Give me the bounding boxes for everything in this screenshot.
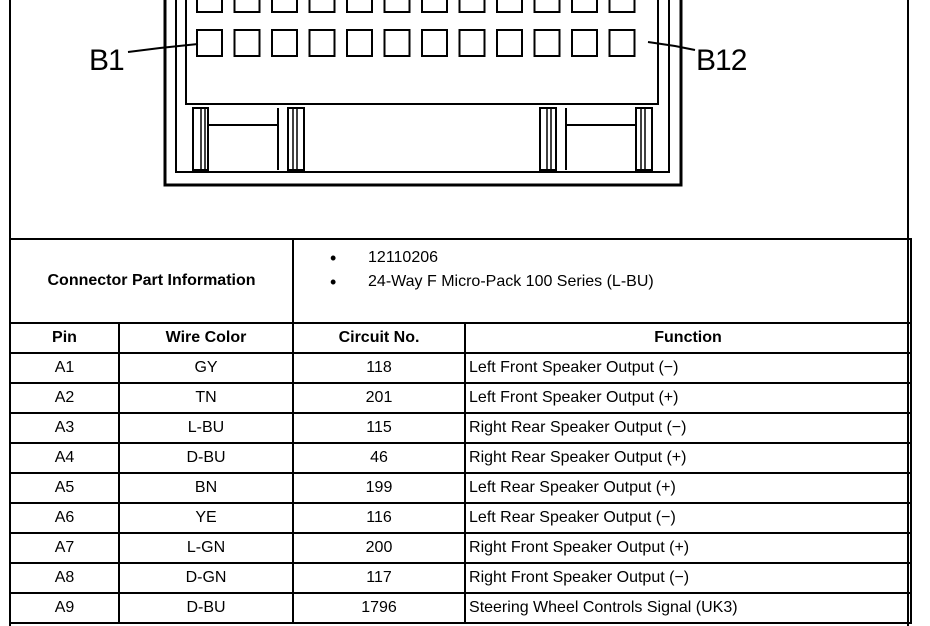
connector-description: • 24-Way F Micro-Pack 100 Series (L-BU) <box>350 270 910 294</box>
header-wire-color: Wire Color <box>119 323 293 353</box>
header-pin: Pin <box>10 323 119 353</box>
connector-drawing <box>0 0 930 238</box>
cell-pin: A6 <box>10 503 119 533</box>
cell-pin: A4 <box>10 443 119 473</box>
connector-info-row <box>10 239 911 323</box>
cell-function: Right Front Speaker Output (+) <box>465 533 911 563</box>
cavity-b11 <box>572 30 597 56</box>
cavity-b6 <box>385 30 410 56</box>
cell-wire-color: L-GN <box>119 533 293 563</box>
cell-pin: A7 <box>10 533 119 563</box>
cavity-b2 <box>235 30 260 56</box>
cavity-a12 <box>610 0 635 12</box>
table-row <box>10 593 911 623</box>
cell-circuit-no: 1796 <box>293 593 465 623</box>
cell-function: Left Rear Speaker Output (−) <box>465 503 911 533</box>
cavity-b12 <box>610 30 635 56</box>
table-row <box>10 473 911 503</box>
right-latch <box>540 108 652 170</box>
cell-circuit-no: 115 <box>293 413 465 443</box>
b1-leader-line <box>128 44 198 52</box>
cell-pin: A8 <box>10 563 119 593</box>
cavity-b3 <box>272 30 297 56</box>
table-row <box>10 533 911 563</box>
cavity-a10 <box>535 0 560 12</box>
cell-wire-color: D-GN <box>119 563 293 593</box>
cell-circuit-no: 46 <box>293 443 465 473</box>
table-row <box>10 443 911 473</box>
cavity-a9 <box>497 0 522 12</box>
cell-function: Right Front Speaker Output (−) <box>465 563 911 593</box>
cell-function: Left Rear Speaker Output (+) <box>465 473 911 503</box>
cell-function: Right Rear Speaker Output (−) <box>465 413 911 443</box>
cavity-b1 <box>197 30 222 56</box>
b12-leader-line <box>648 42 695 50</box>
table-row <box>10 353 911 383</box>
cavity-a7 <box>422 0 447 12</box>
cell-function: Left Front Speaker Output (−) <box>465 353 911 383</box>
header-circuit-no: Circuit No. <box>293 323 465 353</box>
pin-label-b12: B12 <box>696 44 747 77</box>
pin-label-b1: B1 <box>89 44 124 77</box>
cavity-b4 <box>310 30 335 56</box>
cavity-b9 <box>497 30 522 56</box>
cell-wire-color: TN <box>119 383 293 413</box>
cell-wire-color: YE <box>119 503 293 533</box>
cell-pin: A3 <box>10 413 119 443</box>
connector-info-label: Connector Part Information <box>10 239 293 323</box>
cell-pin: A9 <box>10 593 119 623</box>
cell-function: Left Front Speaker Output (+) <box>465 383 911 413</box>
cell-circuit-no: 117 <box>293 563 465 593</box>
cavity-row-b <box>197 30 635 56</box>
cavity-a2 <box>235 0 260 12</box>
left-latch <box>193 108 304 170</box>
cell-circuit-no: 201 <box>293 383 465 413</box>
cell-pin: A1 <box>10 353 119 383</box>
cell-pin: A5 <box>10 473 119 503</box>
table-header-row <box>10 323 911 353</box>
cell-wire-color: D-BU <box>119 443 293 473</box>
connector-diagram <box>0 0 930 238</box>
cavity-a6 <box>385 0 410 12</box>
cavity-b10 <box>535 30 560 56</box>
cell-circuit-no: 118 <box>293 353 465 383</box>
cell-pin: A2 <box>10 383 119 413</box>
cavity-b7 <box>422 30 447 56</box>
connector-info-details <box>293 239 911 323</box>
table-row <box>10 563 911 593</box>
cavity-a11 <box>572 0 597 12</box>
table-row <box>10 383 911 413</box>
cell-wire-color: GY <box>119 353 293 383</box>
table-row <box>10 503 911 533</box>
connector-table <box>9 238 912 624</box>
cell-wire-color: D-BU <box>119 593 293 623</box>
cavity-b5 <box>347 30 372 56</box>
cavity-b8 <box>460 30 485 56</box>
cell-circuit-no: 199 <box>293 473 465 503</box>
cell-function: Steering Wheel Controls Signal (UK3) <box>465 593 911 623</box>
cavity-a4 <box>310 0 335 12</box>
header-function: Function <box>465 323 911 353</box>
cell-circuit-no: 200 <box>293 533 465 563</box>
table-row <box>10 413 911 443</box>
cavity-a5 <box>347 0 372 12</box>
cavity-a1 <box>197 0 222 12</box>
cell-wire-color: BN <box>119 473 293 503</box>
cell-wire-color: L-BU <box>119 413 293 443</box>
connector-part-number: • 12110206 <box>350 246 910 270</box>
cavity-a8 <box>460 0 485 12</box>
cell-circuit-no: 116 <box>293 503 465 533</box>
cell-function: Right Rear Speaker Output (+) <box>465 443 911 473</box>
cavity-row-a <box>197 0 635 12</box>
cavity-a3 <box>272 0 297 12</box>
